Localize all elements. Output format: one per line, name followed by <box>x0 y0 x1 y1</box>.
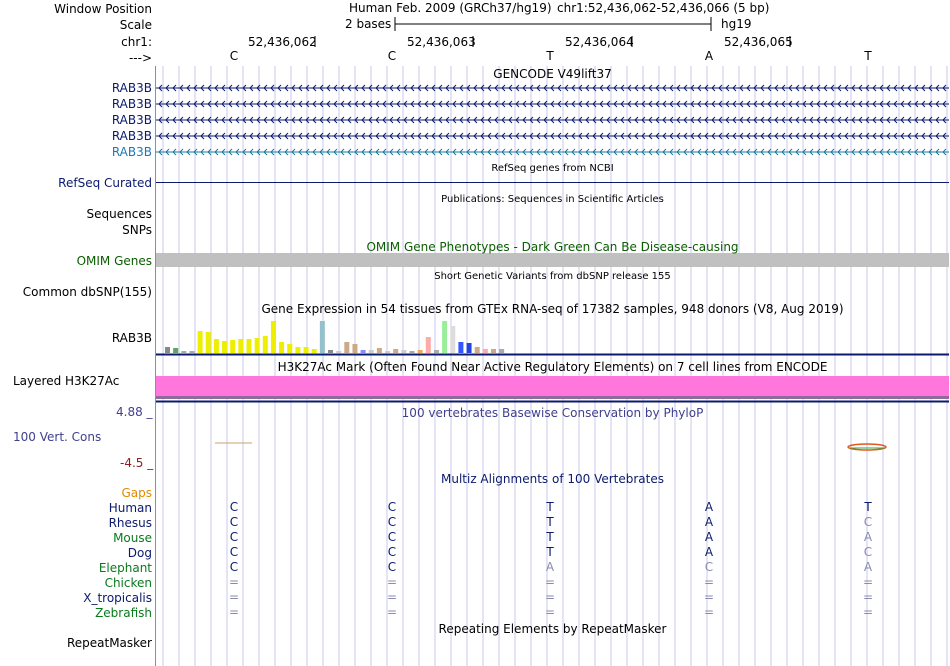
multiz-species-elephant[interactable]: Elephant <box>98 561 152 575</box>
conservation-track-title[interactable]: 100 vertebrates Basewise Conservation by PhyloP <box>401 406 704 420</box>
multiz-track-title[interactable]: Multiz Alignments of 100 Vertebrates <box>440 472 665 486</box>
multiz-base: = <box>228 575 240 589</box>
gtex-tissue-bar <box>418 350 423 353</box>
assembly-text: Human Feb. 2009 (GRCh37/hg19) <box>349 1 552 15</box>
refseq-track-title[interactable]: RefSeq genes from NCBI <box>491 163 614 174</box>
gtex-tissue-bar <box>312 349 317 353</box>
gtex-tissue-bar <box>401 350 406 353</box>
publications-track-title[interactable]: Publications: Sequences in Scientific Articles <box>441 194 664 205</box>
ruler-position-3: 52,436,064 <box>565 35 634 49</box>
gtex-tissue-bar <box>230 340 235 353</box>
multiz-base: A <box>863 560 873 574</box>
multiz-base: = <box>544 590 556 604</box>
multiz-base: T <box>546 515 554 529</box>
repeatmasker-track-title[interactable]: Repeating Elements by RepeatMasker <box>438 622 667 636</box>
gencode-gene-label-1[interactable]: RAB3B <box>111 81 152 95</box>
gtex-tissue-bar <box>198 331 203 353</box>
gencode-gene-label-4[interactable]: RAB3B <box>111 129 152 143</box>
strand-label: ---> <box>128 51 152 65</box>
gtex-tissue-bar <box>483 349 488 353</box>
multiz-species-rhesus[interactable]: Rhesus <box>108 516 152 530</box>
db-text: hg19 <box>721 17 752 31</box>
publications-sequences-label[interactable]: Sequences <box>86 207 152 221</box>
gtex-tissue-bar <box>255 338 260 353</box>
multiz-base: C <box>387 515 397 529</box>
multiz-base: = <box>862 605 874 619</box>
gtex-tissue-bar <box>304 347 309 353</box>
gtex-track-title[interactable]: Gene Expression in 54 tissues from GTEx RNA-seq of 17382 samples, 948 donors (V8, Aug 2019) <box>261 302 844 316</box>
multiz-base: = <box>228 605 240 619</box>
ruler-position-1: 52,436,062 <box>248 35 317 49</box>
multiz-base: T <box>546 500 554 514</box>
multiz-base: C <box>229 500 239 514</box>
conservation-min-label: -4.5 _ <box>120 456 154 470</box>
multiz-base: A <box>704 530 714 544</box>
gtex-tissue-bar <box>442 321 447 353</box>
dbsnp-track-label[interactable]: Common dbSNP(155) <box>22 285 152 299</box>
gtex-tissue-bar <box>344 342 349 353</box>
multiz-base: T <box>546 530 554 544</box>
position-text[interactable]: chr1:52,436,062-52,436,066 (5 bp) <box>557 1 770 15</box>
multiz-species-x_tropicalis[interactable]: X_tropicalis <box>83 591 152 605</box>
multiz-base: A <box>704 545 714 559</box>
gtex-tissue-bar <box>279 342 284 353</box>
multiz-species-mouse[interactable]: Mouse <box>113 531 152 545</box>
multiz-base: C <box>229 530 239 544</box>
multiz-base: = <box>544 575 556 589</box>
h3k27ac-signal-base <box>156 396 949 399</box>
multiz-base: A <box>863 530 873 544</box>
multiz-base: A <box>704 515 714 529</box>
multiz-base: = <box>544 605 556 619</box>
gtex-tissue-bar <box>475 347 480 353</box>
multiz-base: C <box>387 545 397 559</box>
multiz-base: C <box>229 560 239 574</box>
multiz-base: C <box>387 530 397 544</box>
gtex-tissue-bar <box>181 351 186 353</box>
gtex-tissue-bar <box>287 344 292 353</box>
gtex-tissue-bar <box>361 350 366 353</box>
gtex-track-label[interactable]: RAB3B <box>111 331 152 345</box>
multiz-base: C <box>387 500 397 514</box>
multiz-base: T <box>546 545 554 559</box>
multiz-base: = <box>386 605 398 619</box>
gtex-tissue-bar <box>393 349 398 353</box>
gtex-tissue-bar <box>377 348 382 353</box>
multiz-gaps-label[interactable]: Gaps <box>121 486 152 500</box>
h3k27ac-track-label[interactable]: Layered H3K27Ac <box>13 374 120 388</box>
ruler-position-2: 52,436,063 <box>407 35 476 49</box>
snps-label[interactable]: SNPs <box>122 223 152 237</box>
dna-base-3: T <box>546 49 554 63</box>
multiz-base: C <box>863 515 873 529</box>
dna-base-2: C <box>387 49 397 63</box>
dna-base-1: C <box>229 49 239 63</box>
scale-label: Scale <box>119 18 152 32</box>
repeatmasker-track-label[interactable]: RepeatMasker <box>66 636 152 650</box>
omim-track-title[interactable]: OMIM Gene Phenotypes - Dark Green Can Be Disease-causing <box>366 240 739 254</box>
dna-base-5: T <box>864 49 872 63</box>
multiz-base: = <box>386 575 398 589</box>
gtex-tissue-bar <box>467 343 472 353</box>
gtex-tissue-bar <box>238 339 243 353</box>
multiz-base: T <box>864 500 872 514</box>
multiz-base: = <box>703 575 715 589</box>
gtex-tissue-bar <box>295 347 300 353</box>
multiz-species-human[interactable]: Human <box>108 501 152 515</box>
gtex-tissue-bar <box>206 332 211 353</box>
gtex-tissue-bar <box>247 339 252 353</box>
gencode-gene-label-5[interactable]: RAB3B <box>111 145 152 159</box>
gtex-tissue-bar <box>491 349 496 353</box>
gtex-tissue-bar <box>385 351 390 353</box>
conservation-max-label: 4.88 _ <box>116 405 153 419</box>
conservation-track-label[interactable]: 100 Vert. Cons <box>13 430 102 444</box>
window-position-label: Window Position <box>54 2 152 16</box>
multiz-base: A <box>545 560 555 574</box>
scale-text: 2 bases <box>345 17 392 31</box>
gtex-tissue-bar <box>189 351 194 353</box>
multiz-base: C <box>704 560 714 574</box>
dna-base-4: A <box>704 49 714 63</box>
multiz-base: C <box>229 515 239 529</box>
gtex-tissue-bar <box>328 350 333 353</box>
gtex-tissue-bar <box>426 337 431 353</box>
gtex-tissue-bar <box>271 321 276 353</box>
gtex-tissue-bar <box>165 347 170 353</box>
gtex-tissue-bar <box>320 321 325 353</box>
gtex-tissue-bar <box>214 339 219 353</box>
multiz-base: = <box>228 590 240 604</box>
dbsnp-track-title[interactable]: Short Genetic Variants from dbSNP release 155 <box>434 271 671 282</box>
ruler-position-4: 52,436,065 <box>724 35 793 49</box>
multiz-base: = <box>703 605 715 619</box>
gtex-tissue-bar <box>450 326 455 353</box>
h3k27ac-signal <box>156 376 949 396</box>
chrom-label: chr1: <box>121 35 152 49</box>
gtex-tissue-bar <box>499 349 504 353</box>
gtex-tissue-bar <box>434 350 439 353</box>
gtex-tissue-bar <box>222 341 227 353</box>
gtex-tissue-bar <box>458 342 463 353</box>
multiz-base: = <box>862 575 874 589</box>
gtex-tissue-bar <box>352 344 357 353</box>
multiz-base: C <box>229 545 239 559</box>
multiz-species-zebrafish[interactable]: Zebrafish <box>95 606 152 620</box>
gtex-tissue-bar <box>336 351 341 353</box>
h3k27ac-track-title[interactable]: H3K27Ac Mark (Often Found Near Active Regulatory Elements) on 7 cell lines from ENCODE <box>277 360 828 374</box>
multiz-base: C <box>387 560 397 574</box>
multiz-base: = <box>703 590 715 604</box>
gtex-tissue-bar <box>369 350 374 353</box>
multiz-base: A <box>704 500 714 514</box>
gencode-gene-label-3[interactable]: RAB3B <box>111 113 152 127</box>
multiz-base: = <box>386 590 398 604</box>
gencode-track-title[interactable]: GENCODE V49lift37 <box>493 67 612 81</box>
gencode-gene-label-2[interactable]: RAB3B <box>111 97 152 111</box>
gtex-tissue-bar <box>263 336 268 353</box>
omim-gene-bar <box>156 253 949 267</box>
multiz-base: = <box>862 590 874 604</box>
multiz-base: C <box>863 545 873 559</box>
refseq-track-label[interactable]: RefSeq Curated <box>58 176 152 190</box>
multiz-species-dog[interactable]: Dog <box>127 546 152 560</box>
gtex-tissue-bar <box>410 351 415 353</box>
multiz-species-chicken[interactable]: Chicken <box>104 576 152 590</box>
gtex-tissue-bar <box>173 348 178 353</box>
omim-track-label[interactable]: OMIM Genes <box>76 254 152 268</box>
